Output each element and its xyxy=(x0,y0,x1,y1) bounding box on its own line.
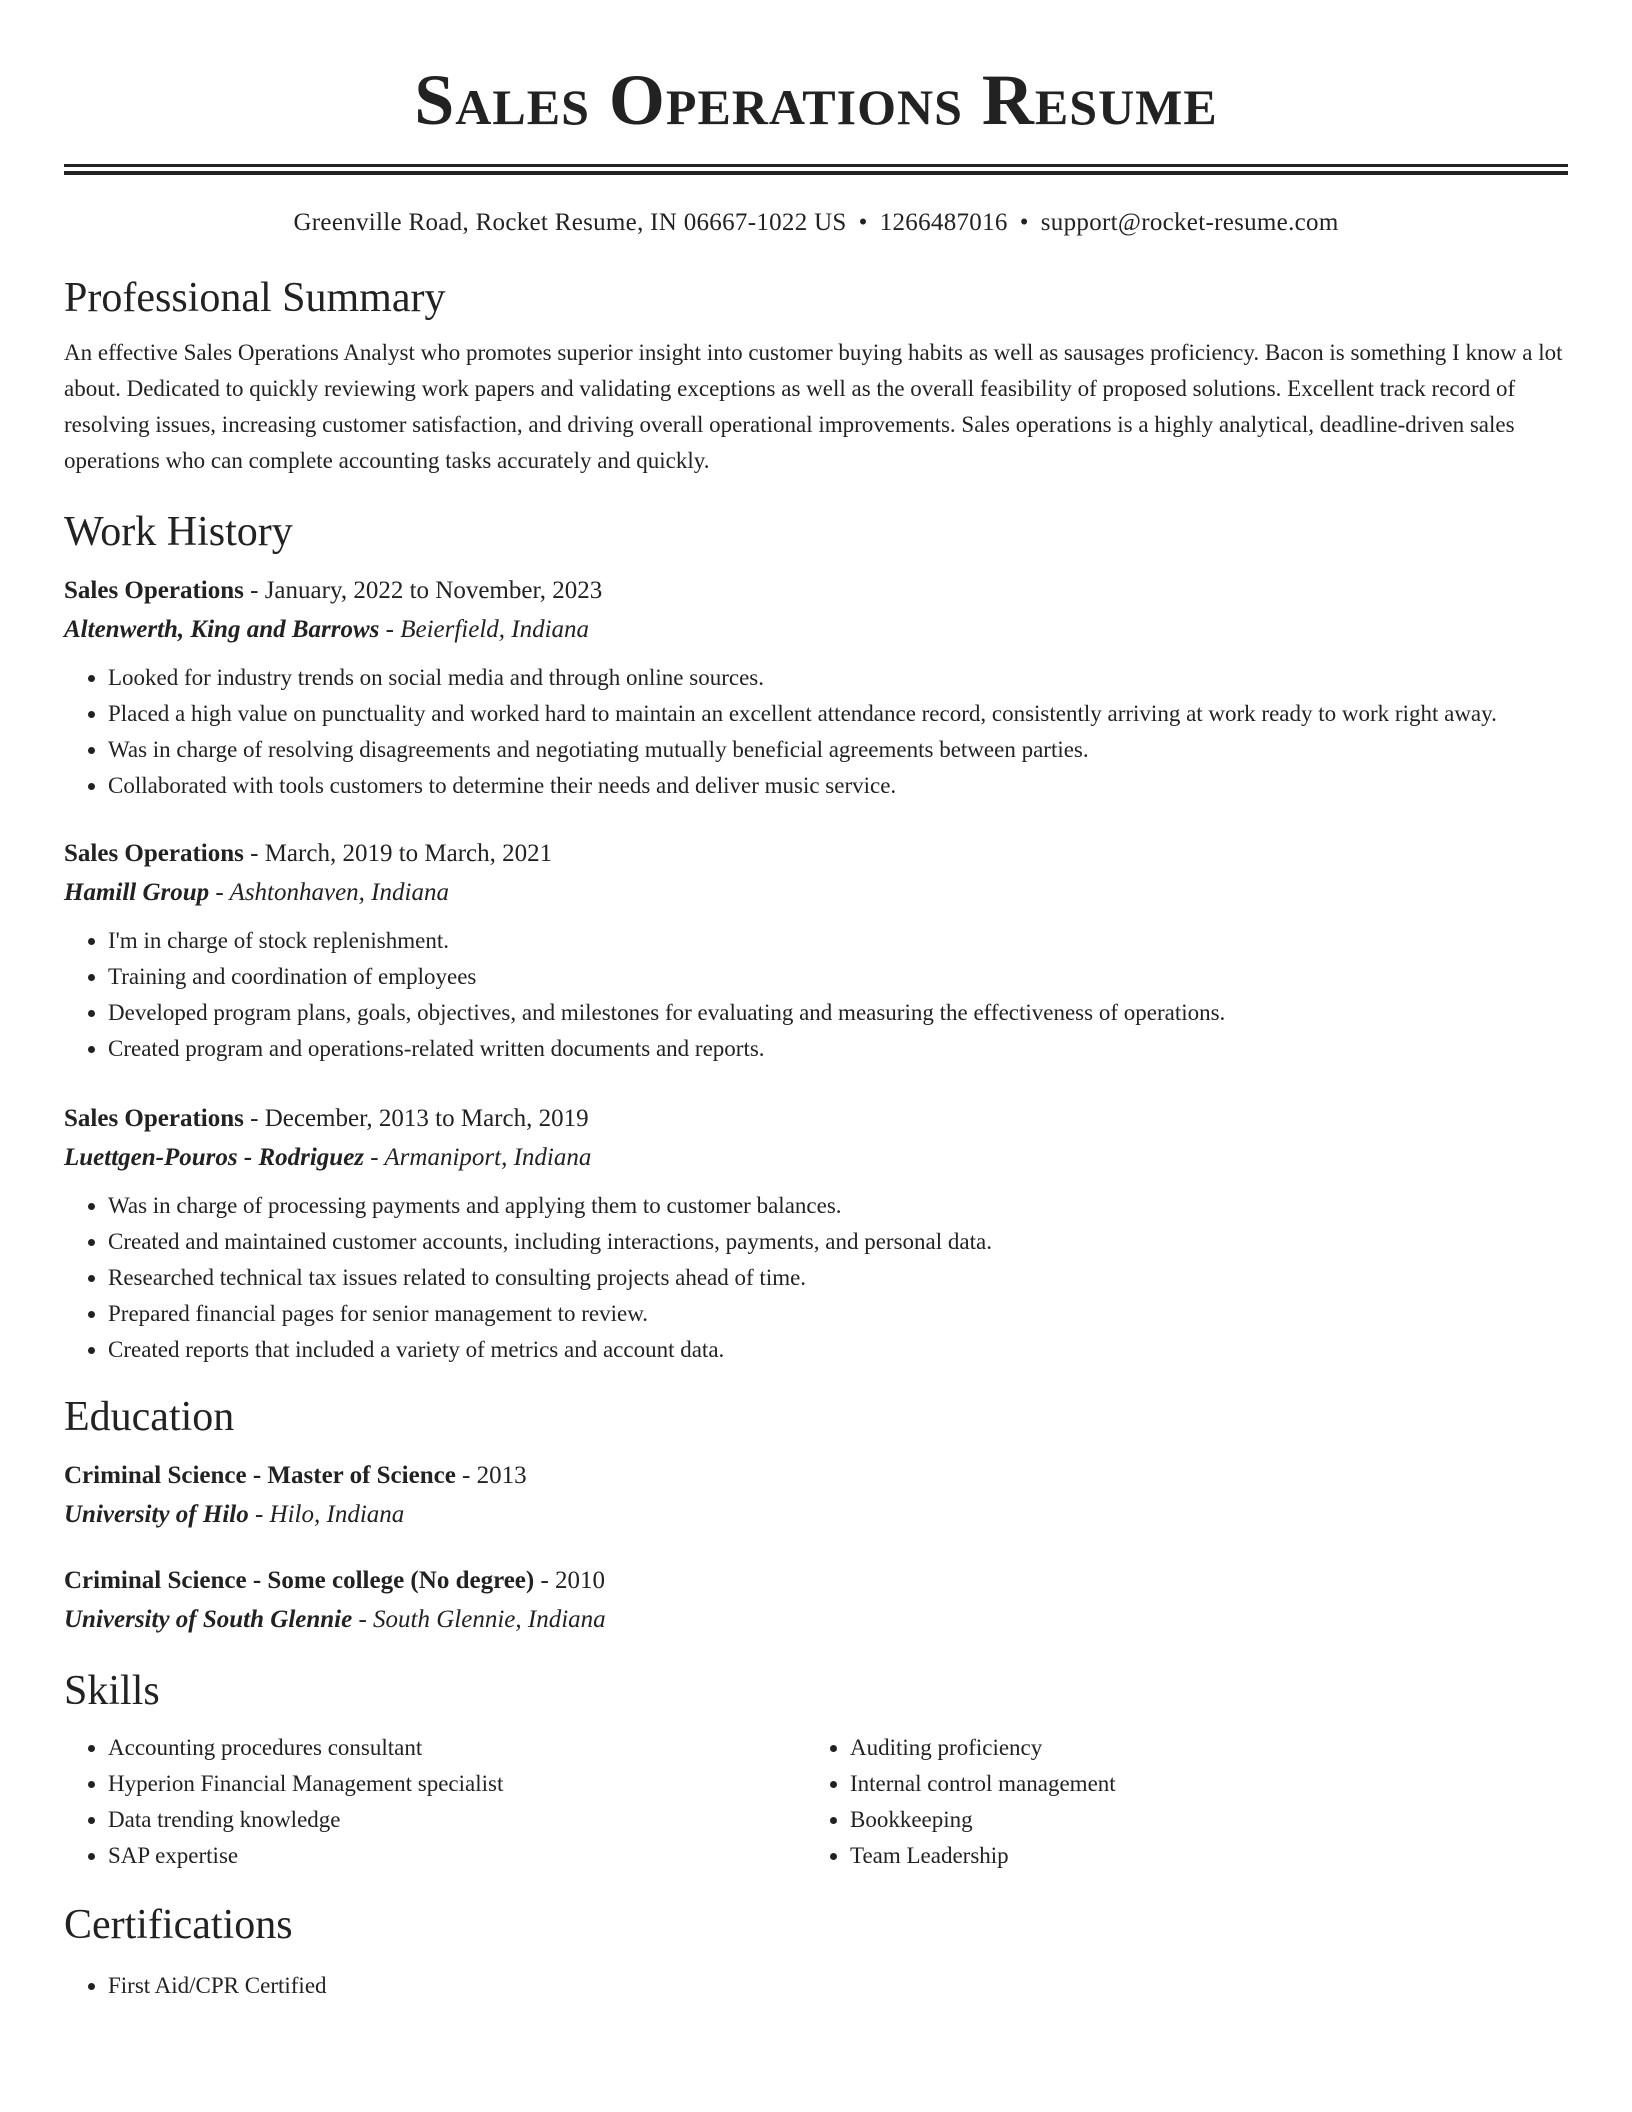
list-item: • Data trending knowledge xyxy=(108,1802,806,1838)
summary-heading: Professional Summary xyxy=(64,275,446,321)
education-entry xyxy=(64,1458,1568,1533)
job-title-line xyxy=(64,573,1568,609)
job-entry xyxy=(64,573,1568,804)
education-year: - 2010 xyxy=(534,1567,606,1594)
education-school: University of Hilo xyxy=(64,1501,249,1528)
job-title: Sales Operations xyxy=(64,577,244,604)
education-location: - South Glennie, Indiana xyxy=(352,1606,606,1633)
skills-columns xyxy=(64,1730,1568,1874)
job-company: Altenwerth, King and Barrows xyxy=(64,616,380,643)
job-company-line xyxy=(64,875,1568,911)
contact-separator: • xyxy=(1019,209,1029,236)
certifications-section xyxy=(64,1900,1568,2004)
list-item: • Training and coordination of employees xyxy=(108,959,1568,995)
work-history-heading: Work History xyxy=(64,509,293,555)
job-bullets xyxy=(64,1188,1568,1368)
list-item: • Collaborated with tools customers to determine their needs and deliver music service. xyxy=(108,768,1568,804)
resume-page xyxy=(64,0,1568,2004)
list-item: • Created and maintained customer accounts, including interactions, payments, and personal data. xyxy=(108,1224,1568,1260)
education-heading: Education xyxy=(64,1394,235,1440)
job-entry xyxy=(64,1101,1568,1368)
contact-line xyxy=(64,207,1568,239)
list-item: • I'm in charge of stock replenishment. xyxy=(108,923,1568,959)
list-item: • Hyperion Financial Management specialist xyxy=(108,1766,806,1802)
education-degree-line xyxy=(64,1458,1568,1494)
certifications-list xyxy=(64,1968,1568,2004)
contact-email: support@rocket-resume.com xyxy=(1040,209,1339,236)
job-bullets xyxy=(64,660,1568,804)
contact-address: Greenville Road, Rocket Resume, IN 06667-1022 US xyxy=(293,209,847,236)
job-bullets xyxy=(64,923,1568,1067)
job-title: Sales Operations xyxy=(64,1105,244,1132)
list-item: • Was in charge of processing payments and applying them to customer balances. xyxy=(108,1188,1568,1224)
list-item: • Created program and operations-related written documents and reports. xyxy=(108,1031,1568,1067)
job-title-line xyxy=(64,836,1568,872)
job-location: - Beierfield, Indiana xyxy=(379,616,590,643)
resume-title: Sales Operations Resume xyxy=(414,60,1218,140)
education-entry xyxy=(64,1563,1568,1638)
education-year: - 2013 xyxy=(455,1462,527,1489)
skills-list-left xyxy=(64,1730,806,1874)
job-entry xyxy=(64,836,1568,1067)
list-item: • First Aid/CPR Certified xyxy=(108,1968,1568,2004)
list-item: • Internal control management xyxy=(850,1766,1548,1802)
list-item: • Placed a high value on punctuality and worked hard to maintain an excellent attendance record, consistently arriving at work ready to work right away. xyxy=(108,696,1568,732)
job-company-line xyxy=(64,612,1568,648)
list-item: • Team Leadership xyxy=(850,1838,1548,1874)
job-company-line xyxy=(64,1140,1568,1176)
job-title: Sales Operations xyxy=(64,840,244,867)
skills-heading: Skills xyxy=(64,1668,160,1714)
education-degree-line xyxy=(64,1563,1568,1599)
list-item: • Was in charge of resolving disagreements and negotiating mutually beneficial agreements between parties. xyxy=(108,732,1568,768)
job-location: - Armaniport, Indiana xyxy=(364,1144,592,1171)
list-item: • Bookkeeping xyxy=(850,1802,1548,1838)
list-item: • Looked for industry trends on social media and through online sources. xyxy=(108,660,1568,696)
education-degree: Criminal Science - Some college (No degree) xyxy=(64,1567,535,1594)
list-item: • SAP expertise xyxy=(108,1838,806,1874)
skills-list-right xyxy=(806,1730,1548,1874)
education-school: University of South Glennie xyxy=(64,1606,353,1633)
list-item: • Created reports that included a variety of metrics and account data. xyxy=(108,1332,1568,1368)
job-dates: - January, 2022 to November, 2023 xyxy=(243,577,603,604)
job-dates: - March, 2019 to March, 2021 xyxy=(243,840,553,867)
certifications-heading: Certifications xyxy=(64,1902,293,1948)
list-item: • Researched technical tax issues related to consulting projects ahead of time. xyxy=(108,1260,1568,1296)
contact-phone: 1266487016 xyxy=(879,209,1008,236)
list-item: • Accounting procedures consultant xyxy=(108,1730,806,1766)
job-company: Luettgen-Pouros - Rodriguez xyxy=(64,1144,365,1171)
education-school-line xyxy=(64,1602,1568,1638)
list-item: • Developed program plans, goals, objectives, and milestones for evaluating and measuring the effectiveness of operations. xyxy=(108,995,1568,1031)
contact-separator: • xyxy=(858,209,868,236)
list-item: • Auditing proficiency xyxy=(850,1730,1548,1766)
summary-text: An effective Sales Operations Analyst who promotes superior insight into customer buying habits as well as sausages proficiency. Bacon is something I know a lot about. Dedicated to quickly reviewing work papers and validating exceptions as well as the overall feasibility of proposed solutions. Excellent track record of resolving issues, increasing customer satisfaction, and driving overall operational improvements. Sales operations is a highly analytical, deadline-driven sales operations who can complete accounting tasks accurately and quickly. xyxy=(64,340,1563,473)
job-company: Hamill Group xyxy=(64,879,210,906)
title-divider xyxy=(64,164,1568,175)
job-title-line xyxy=(64,1101,1568,1137)
education-location: - Hilo, Indiana xyxy=(248,1501,405,1528)
education-degree: Criminal Science - Master of Science xyxy=(64,1462,456,1489)
education-school-line xyxy=(64,1497,1568,1533)
list-item: • Prepared financial pages for senior management to review. xyxy=(108,1296,1568,1332)
job-location: - Ashtonhaven, Indiana xyxy=(209,879,449,906)
job-dates: - December, 2013 to March, 2019 xyxy=(243,1105,589,1132)
